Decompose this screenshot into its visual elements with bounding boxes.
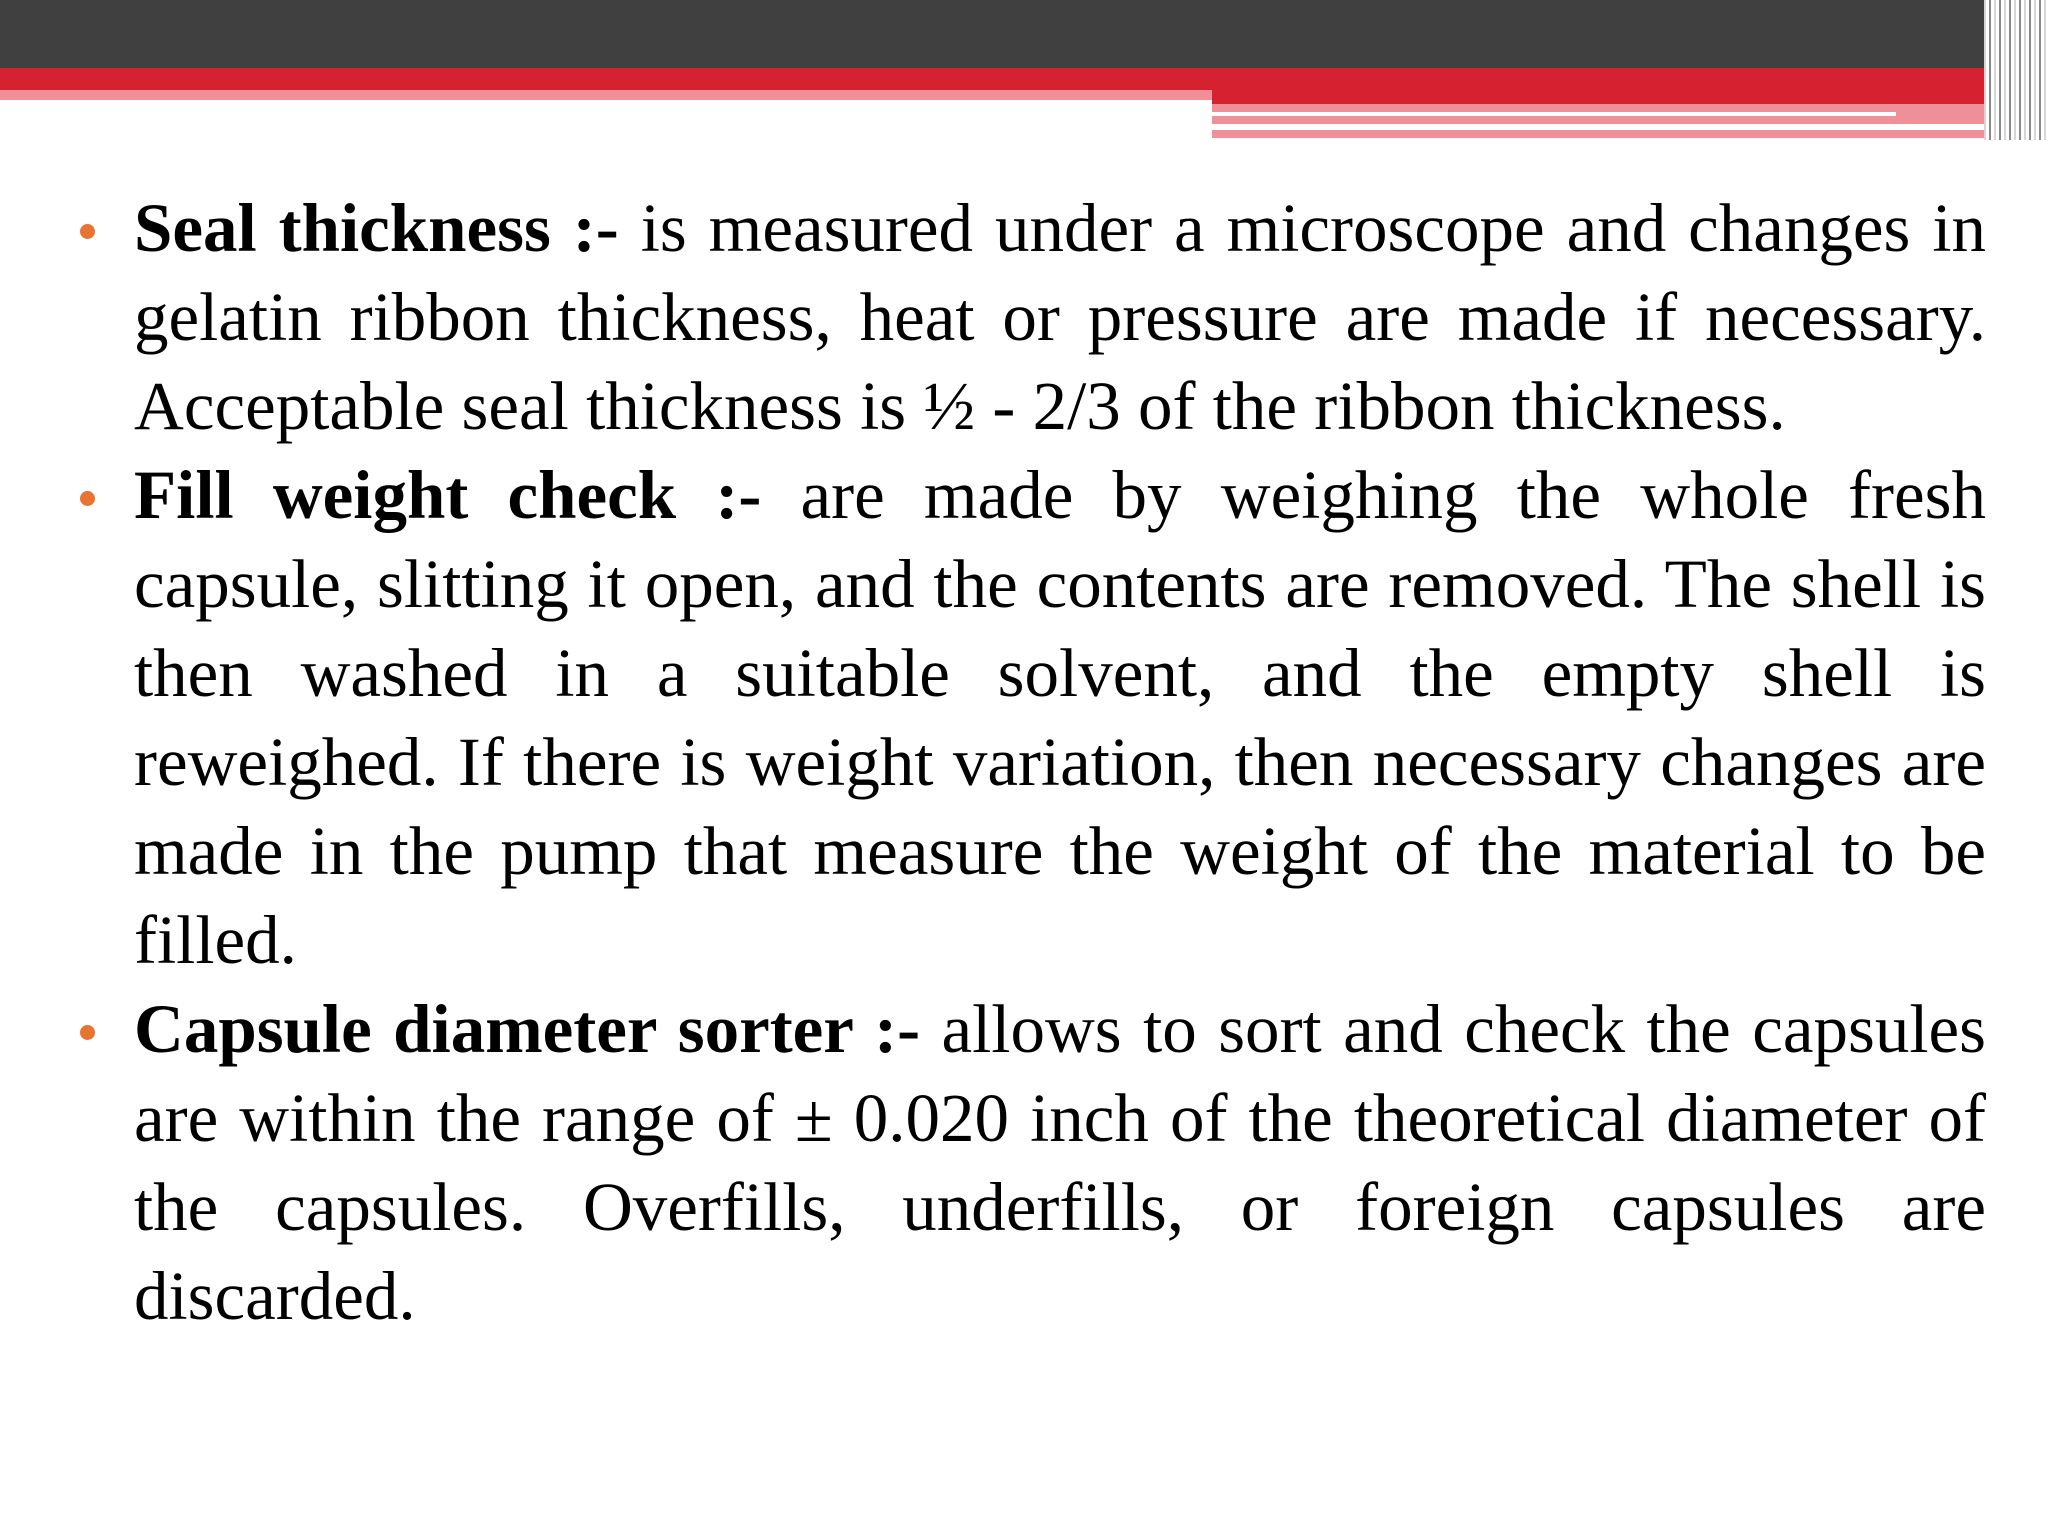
bullet-text: is measured under a microscope and changes in gelatin ribbon thickness, heat or pressure are made if necessary. Acceptable seal thickness is ½ - 2/3 of the ribbon thickness. [134, 190, 1986, 444]
bullet-fill-weight-check [70, 451, 1986, 985]
bullet-text: allows to sort and check the capsules are within the range of ± 0.020 inch of the theoretical diameter of the capsules. Overfills, underfills, or foreign capsules are discarded. [134, 991, 1986, 1334]
header-bar-red-right [1212, 90, 2048, 104]
bullet-dot-icon [80, 224, 95, 239]
bullet-dot-icon [80, 1025, 95, 1040]
bullet-term: Capsule diameter sorter :- [134, 991, 921, 1067]
bullet-capsule-diameter-sorter [70, 985, 1986, 1341]
header-bar-red [0, 68, 2048, 90]
header-white-line [1212, 124, 2048, 130]
header-corner-stripes [1984, 0, 2048, 140]
bullet-dot-icon [80, 491, 95, 506]
header-stripe-pink-right [1212, 104, 2012, 138]
bullet-list [70, 184, 1986, 1341]
header-stripe-pink-left [0, 90, 1212, 100]
bullet-seal-thickness [70, 184, 1986, 451]
header-bar-dark [0, 0, 2048, 68]
bullet-text: are made by weighing the whole fresh capsule, slitting it open, and the contents are removed. The shell is then washed in a suitable solvent, and the empty shell is reweighed. If there is weight variation, then necessary changes are made in the pump that measure the weight of the material to be filled. [134, 457, 1986, 978]
header-white-line [1212, 112, 1896, 116]
bullet-term: Seal thickness :- [134, 190, 619, 266]
bullet-term: Fill weight check :- [134, 457, 762, 533]
